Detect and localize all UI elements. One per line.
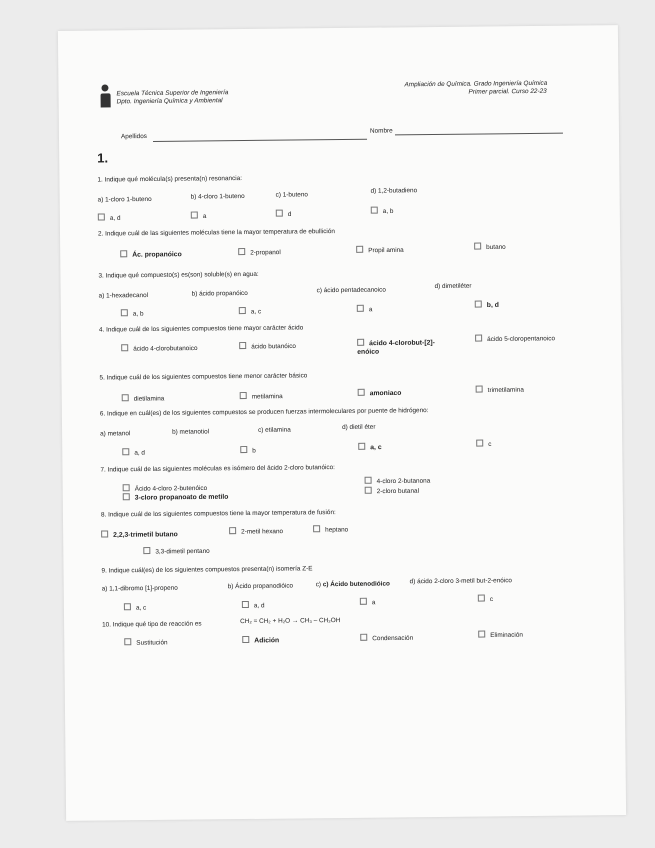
checkbox[interactable] bbox=[365, 477, 372, 484]
q3-opt-a: a) 1-hexadecanol bbox=[98, 292, 149, 300]
q5-answer-4[interactable]: trimetilamina bbox=[476, 385, 524, 394]
checkbox[interactable] bbox=[143, 547, 150, 554]
q3-answer-2[interactable]: a, c bbox=[239, 307, 261, 316]
q1-answer-2[interactable]: a bbox=[191, 211, 207, 220]
checkbox[interactable] bbox=[276, 210, 283, 217]
name-label: Nombre bbox=[369, 127, 393, 135]
department-name: Dpto. Ingeniería Química y Ambiental bbox=[116, 97, 223, 106]
q9-text: 9. Indique cuál(es) de los siguientes compuestos presenta(n) isomería Z-E bbox=[101, 565, 313, 575]
checkbox[interactable] bbox=[240, 392, 247, 399]
q7-answer-3[interactable]: 4-cloro 2-butanona bbox=[365, 476, 431, 485]
q1-text: 1. Indique qué molécula(s) presenta(n) resonancia: bbox=[97, 175, 243, 184]
checkbox[interactable] bbox=[242, 636, 249, 643]
section-number: 1. bbox=[97, 150, 109, 166]
q6-answer-1[interactable]: a, d bbox=[122, 448, 145, 457]
q6-opt-d: d) dietil éter bbox=[342, 423, 376, 431]
checkbox[interactable] bbox=[360, 634, 367, 641]
q3-opt-c: c) ácido pentadecanoico bbox=[316, 286, 386, 295]
checkbox[interactable] bbox=[360, 598, 367, 605]
q9-opt-c: c) c) Ácido butenodióico bbox=[315, 580, 390, 589]
checkbox[interactable] bbox=[476, 440, 483, 447]
q5-answer-2[interactable]: metilamina bbox=[240, 392, 283, 401]
q8-text: 8. Indique cuál de los siguientes compuestos tiene la mayor temperatura de fusión: bbox=[100, 509, 336, 519]
q2-answer-2[interactable]: 2-propanol bbox=[238, 248, 281, 257]
checkbox[interactable] bbox=[122, 394, 129, 401]
q3-answer-1[interactable]: a, b bbox=[121, 309, 144, 318]
q6-opt-a: a) metanol bbox=[100, 430, 131, 438]
surname-label: Apellidos bbox=[120, 133, 147, 141]
course-title: Ampliación de Química. Grado Ingeniería Química bbox=[404, 79, 548, 89]
q3-answer-4[interactable]: b, d bbox=[475, 300, 499, 309]
checkbox[interactable] bbox=[240, 446, 247, 453]
q9-opt-b: b) Ácido propanodióico bbox=[227, 582, 294, 591]
checkbox[interactable] bbox=[476, 386, 483, 393]
q10-answer-2[interactable]: Adición bbox=[242, 636, 279, 645]
checkbox[interactable] bbox=[238, 248, 245, 255]
checkbox[interactable] bbox=[357, 305, 364, 312]
checkbox[interactable] bbox=[123, 484, 130, 491]
name-line[interactable] bbox=[395, 133, 563, 136]
q2-text: 2. Indique cuál de las siguientes moléculas tiene la mayor temperatura de ebullición bbox=[97, 228, 335, 238]
checkbox[interactable] bbox=[124, 603, 131, 610]
q8-answer-2[interactable]: 2-metil hexano bbox=[229, 527, 283, 536]
q2-answer-3[interactable]: Propil amina bbox=[356, 245, 404, 254]
q2-answer-4[interactable]: butano bbox=[474, 242, 506, 251]
university-logo-icon bbox=[100, 84, 110, 110]
q6-opt-b: b) metanotiol bbox=[172, 428, 210, 436]
q1-opt-b: b) 4-cloro 1-buteno bbox=[190, 193, 245, 201]
checkbox[interactable] bbox=[475, 335, 482, 342]
q1-opt-c: c) 1-buteno bbox=[275, 191, 308, 199]
q1-answer-4[interactable]: a, b bbox=[371, 206, 394, 215]
exam-title: Primer parcial. Curso 22-23 bbox=[468, 87, 547, 96]
checkbox[interactable] bbox=[358, 443, 365, 450]
q4-answer-3[interactable]: ácido 4-clorobut-[2]-enóico bbox=[357, 339, 435, 356]
q6-answer-2[interactable]: b bbox=[240, 446, 256, 455]
q8-answer-3[interactable]: heptano bbox=[313, 525, 348, 534]
q1-opt-d: d) 1,2-butadieno bbox=[370, 187, 418, 195]
q6-answer-4[interactable]: c bbox=[476, 439, 491, 448]
q5-text: 5. Indique cuál de los siguientes compuestos tiene menor carácter básico bbox=[99, 372, 308, 382]
q10-text: 10. Indique qué tipo de reacción es bbox=[102, 620, 202, 629]
checkbox[interactable] bbox=[475, 301, 482, 308]
checkbox[interactable] bbox=[313, 525, 320, 532]
checkbox[interactable] bbox=[124, 638, 131, 645]
q9-answer-2[interactable]: a, d bbox=[242, 601, 265, 610]
q3-answer-3[interactable]: a bbox=[357, 305, 373, 314]
checkbox[interactable] bbox=[98, 213, 105, 220]
q10-answer-1[interactable]: Sustitución bbox=[124, 638, 167, 647]
q3-opt-d: d) dimetiléter bbox=[434, 282, 472, 291]
q6-opt-c: c) etilamina bbox=[258, 426, 291, 434]
q1-opt-a: a) 1-cloro 1-buteno bbox=[97, 195, 152, 204]
q10-answer-4[interactable]: Eliminación bbox=[478, 630, 523, 639]
exam-sheet bbox=[58, 25, 626, 821]
q7-answer-2[interactable]: 3-cloro propanoato de metilo bbox=[123, 492, 229, 502]
q2-answer-1[interactable]: Ác. propanóico bbox=[120, 250, 182, 259]
q4-answer-1[interactable]: ácido 4-clorobutanoico bbox=[121, 343, 211, 353]
q7-text: 7. Indique cuál de las siguientes moléculas es isómero del ácido 2-cloro butanóico: bbox=[100, 464, 335, 474]
q6-answer-3[interactable]: a, c bbox=[358, 443, 381, 452]
checkbox[interactable] bbox=[478, 595, 485, 602]
q9-opt-a: a) 1,1-dibromo [1]-propeno bbox=[101, 584, 178, 593]
q3-opt-b: b) ácido propanóico bbox=[191, 289, 248, 298]
checkbox[interactable] bbox=[371, 207, 378, 214]
q4-answer-2[interactable]: ácido butanóico bbox=[239, 341, 296, 350]
checkbox[interactable] bbox=[239, 342, 246, 349]
checkbox[interactable] bbox=[357, 339, 364, 346]
q5-answer-1[interactable]: dietilamina bbox=[122, 394, 165, 403]
checkbox[interactable] bbox=[120, 250, 127, 257]
checkbox[interactable] bbox=[365, 487, 372, 494]
q10-reaction: CH₂ = CH₂ + H₂O → CH₃ – CH₂OH bbox=[240, 617, 341, 626]
school-name: Escuela Técnica Superior de Ingeniería bbox=[116, 89, 229, 98]
q8-answer-4[interactable]: 3,3-dimetil pentano bbox=[143, 546, 209, 555]
checkbox[interactable] bbox=[122, 448, 129, 455]
q1-answer-1[interactable]: a, d bbox=[98, 213, 121, 222]
checkbox[interactable] bbox=[101, 530, 108, 537]
q4-text: 4. Indique cuál de los siguientes compuestos tiene mayor carácter ácido bbox=[98, 324, 304, 334]
checkbox[interactable] bbox=[123, 493, 130, 500]
q9-answer-4[interactable]: c bbox=[478, 594, 493, 603]
q7-answer-1[interactable]: Ácido 4-cloro 2-butenóico bbox=[123, 483, 208, 492]
q4-answer-4[interactable]: ácido 5-cloropentanoico bbox=[475, 334, 555, 344]
q9-answer-1[interactable]: a, c bbox=[124, 603, 146, 612]
q10-answer-3[interactable]: Condensación bbox=[360, 633, 413, 642]
checkbox[interactable] bbox=[191, 211, 198, 218]
q8-answer-1[interactable]: 2,2,3-trimetil butano bbox=[101, 530, 178, 539]
checkbox[interactable] bbox=[121, 309, 128, 316]
q7-answer-4[interactable]: 2-cloro butanal bbox=[365, 486, 419, 495]
checkbox[interactable] bbox=[356, 246, 363, 253]
checkbox[interactable] bbox=[239, 307, 246, 314]
checkbox[interactable] bbox=[121, 344, 128, 351]
q6-text: 6. Indique en cuál(es) de los siguientes compuestos se producen fuerzas intermoleculares por puente de hidrógeno: bbox=[99, 407, 429, 418]
q9-answer-3[interactable]: a bbox=[360, 598, 376, 607]
checkbox[interactable] bbox=[474, 243, 481, 250]
q1-answer-3[interactable]: d bbox=[276, 210, 292, 219]
checkbox[interactable] bbox=[478, 631, 485, 638]
checkbox[interactable] bbox=[229, 527, 236, 534]
q5-answer-3[interactable]: amoniaco bbox=[358, 388, 402, 397]
q3-text: 3. Indique qué compuesto(s) es(son) soluble(s) en agua: bbox=[98, 270, 259, 280]
checkbox[interactable] bbox=[242, 601, 249, 608]
q9-opt-d: d) ácido 2-cloro 3-metil but-2-enóico bbox=[409, 577, 513, 586]
checkbox[interactable] bbox=[358, 389, 365, 396]
surname-line[interactable] bbox=[153, 139, 367, 142]
